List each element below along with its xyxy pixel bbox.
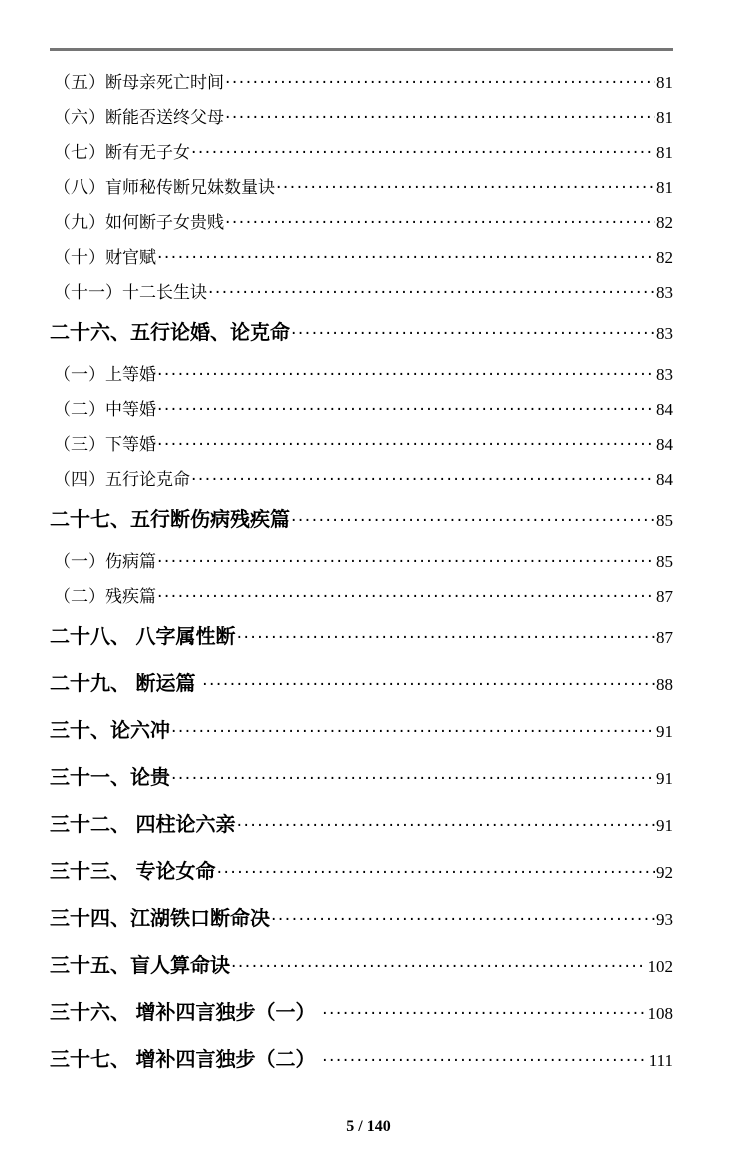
dot-leader xyxy=(237,628,655,648)
dot-leader xyxy=(157,400,655,420)
toc-entry-page: 85 xyxy=(656,511,673,530)
toc-entry-page: 91 xyxy=(656,816,673,835)
table-of-contents xyxy=(50,65,673,1084)
toc-entry-page: 83 xyxy=(656,365,673,384)
toc-entry-page: 87 xyxy=(656,587,673,606)
dot-leader xyxy=(322,1004,646,1024)
toc-entry[interactable] xyxy=(50,755,673,802)
toc-entry-title: 二十八、 八字属性断 xyxy=(50,626,236,648)
toc-entry[interactable] xyxy=(50,275,673,310)
toc-entry[interactable] xyxy=(50,462,673,497)
toc-entry-page: 85 xyxy=(656,552,673,571)
toc-entry-title: （四）五行论克命 xyxy=(54,470,190,489)
toc-entry-title: （一）上等婚 xyxy=(54,365,156,384)
toc-entry-title: 三十四、江湖铁口断命决 xyxy=(50,908,270,930)
dot-leader xyxy=(202,675,655,695)
toc-entry-page: 102 xyxy=(647,957,673,976)
dot-leader xyxy=(322,1051,648,1071)
toc-entry-title: （十）财官赋 xyxy=(54,248,156,267)
toc-entry[interactable] xyxy=(50,990,673,1037)
toc-entry-title: （三）下等婚 xyxy=(54,435,156,454)
toc-entry[interactable] xyxy=(50,240,673,275)
dot-leader xyxy=(191,143,655,163)
toc-entry[interactable] xyxy=(50,310,673,357)
toc-entry-page: 83 xyxy=(656,283,673,302)
dot-leader xyxy=(191,470,655,490)
toc-entry[interactable] xyxy=(50,170,673,205)
toc-entry[interactable] xyxy=(50,65,673,100)
toc-entry-page: 82 xyxy=(656,248,673,267)
toc-entry-page: 111 xyxy=(648,1051,673,1070)
toc-entry-title: 二十六、五行论婚、论克命 xyxy=(50,322,290,344)
toc-entry-page: 81 xyxy=(656,108,673,127)
toc-entry-page: 82 xyxy=(656,213,673,232)
toc-entry-title: 三十七、 增补四言独步（二） xyxy=(50,1049,322,1071)
dot-leader xyxy=(271,910,655,930)
toc-entry-title: 二十七、五行断伤病残疾篇 xyxy=(50,509,290,531)
toc-entry-title: （五）断母亲死亡时间 xyxy=(54,73,224,92)
toc-entry-page: 87 xyxy=(656,628,673,647)
toc-entry[interactable] xyxy=(50,579,673,614)
toc-entry-page: 84 xyxy=(656,470,673,489)
toc-entry-title: （九）如何断子女贵贱 xyxy=(54,213,224,232)
toc-entry[interactable] xyxy=(50,392,673,427)
toc-entry-page: 108 xyxy=(647,1004,673,1023)
dot-leader xyxy=(225,73,655,93)
toc-entry-page: 91 xyxy=(656,722,673,741)
page-number-footer: 5 / 140 xyxy=(346,1118,391,1135)
toc-entry[interactable] xyxy=(50,661,673,708)
toc-entry-title: 三十五、盲人算命诀 xyxy=(50,955,230,977)
toc-entry[interactable] xyxy=(50,100,673,135)
toc-entry-title: 三十三、 专论女命 xyxy=(50,861,216,883)
toc-entry-page: 83 xyxy=(656,324,673,343)
header-divider xyxy=(50,48,673,51)
toc-entry[interactable] xyxy=(50,708,673,755)
dot-leader xyxy=(276,178,655,198)
toc-entry-page: 84 xyxy=(656,400,673,419)
dot-leader xyxy=(208,283,655,303)
toc-entry[interactable] xyxy=(50,544,673,579)
dot-leader xyxy=(225,213,655,233)
toc-entry-title: （一）伤病篇 xyxy=(54,552,156,571)
dot-leader xyxy=(225,108,655,128)
toc-entry[interactable] xyxy=(50,427,673,462)
dot-leader xyxy=(231,957,647,977)
toc-entry[interactable] xyxy=(50,1037,673,1084)
toc-entry-title: （八）盲师秘传断兄妹数量诀 xyxy=(54,178,275,197)
dot-leader xyxy=(171,769,655,789)
toc-entry-title: 三十六、 增补四言独步（一） xyxy=(50,1002,322,1024)
dot-leader xyxy=(157,365,655,385)
toc-entry-title: （七）断有无子女 xyxy=(54,143,190,162)
dot-leader xyxy=(291,511,655,531)
toc-entry[interactable] xyxy=(50,802,673,849)
toc-entry-page: 84 xyxy=(656,435,673,454)
toc-entry[interactable] xyxy=(50,357,673,392)
toc-entry-page: 88 xyxy=(656,675,673,694)
toc-entry-title: 三十一、论贵 xyxy=(50,767,170,789)
dot-leader xyxy=(171,722,655,742)
toc-entry-title: 二十九、 断运篇 xyxy=(50,673,202,695)
dot-leader xyxy=(291,324,655,344)
toc-entry-page: 92 xyxy=(656,863,673,882)
dot-leader xyxy=(157,435,655,455)
dot-leader xyxy=(217,863,655,883)
toc-entry-title: 三十二、 四柱论六亲 xyxy=(50,814,236,836)
dot-leader xyxy=(157,248,655,268)
toc-entry[interactable] xyxy=(50,849,673,896)
toc-entry-page: 91 xyxy=(656,769,673,788)
dot-leader xyxy=(157,587,655,607)
toc-entry-page: 81 xyxy=(656,143,673,162)
toc-entry-page: 93 xyxy=(656,910,673,929)
toc-entry[interactable] xyxy=(50,614,673,661)
toc-entry-title: （十一）十二长生诀 xyxy=(54,283,207,302)
toc-entry-title: （二）残疾篇 xyxy=(54,587,156,606)
toc-entry[interactable] xyxy=(50,205,673,240)
toc-entry-title: （六）断能否送终父母 xyxy=(54,108,224,127)
toc-entry[interactable] xyxy=(50,943,673,990)
toc-entry[interactable] xyxy=(50,497,673,544)
toc-entry-title: （二）中等婚 xyxy=(54,400,156,419)
dot-leader xyxy=(237,816,655,836)
toc-entry[interactable] xyxy=(50,896,673,943)
dot-leader xyxy=(157,552,655,572)
toc-entry-page: 81 xyxy=(656,178,673,197)
toc-entry-page: 81 xyxy=(656,73,673,92)
toc-entry[interactable] xyxy=(50,135,673,170)
toc-entry-title: 三十、论六冲 xyxy=(50,720,170,742)
